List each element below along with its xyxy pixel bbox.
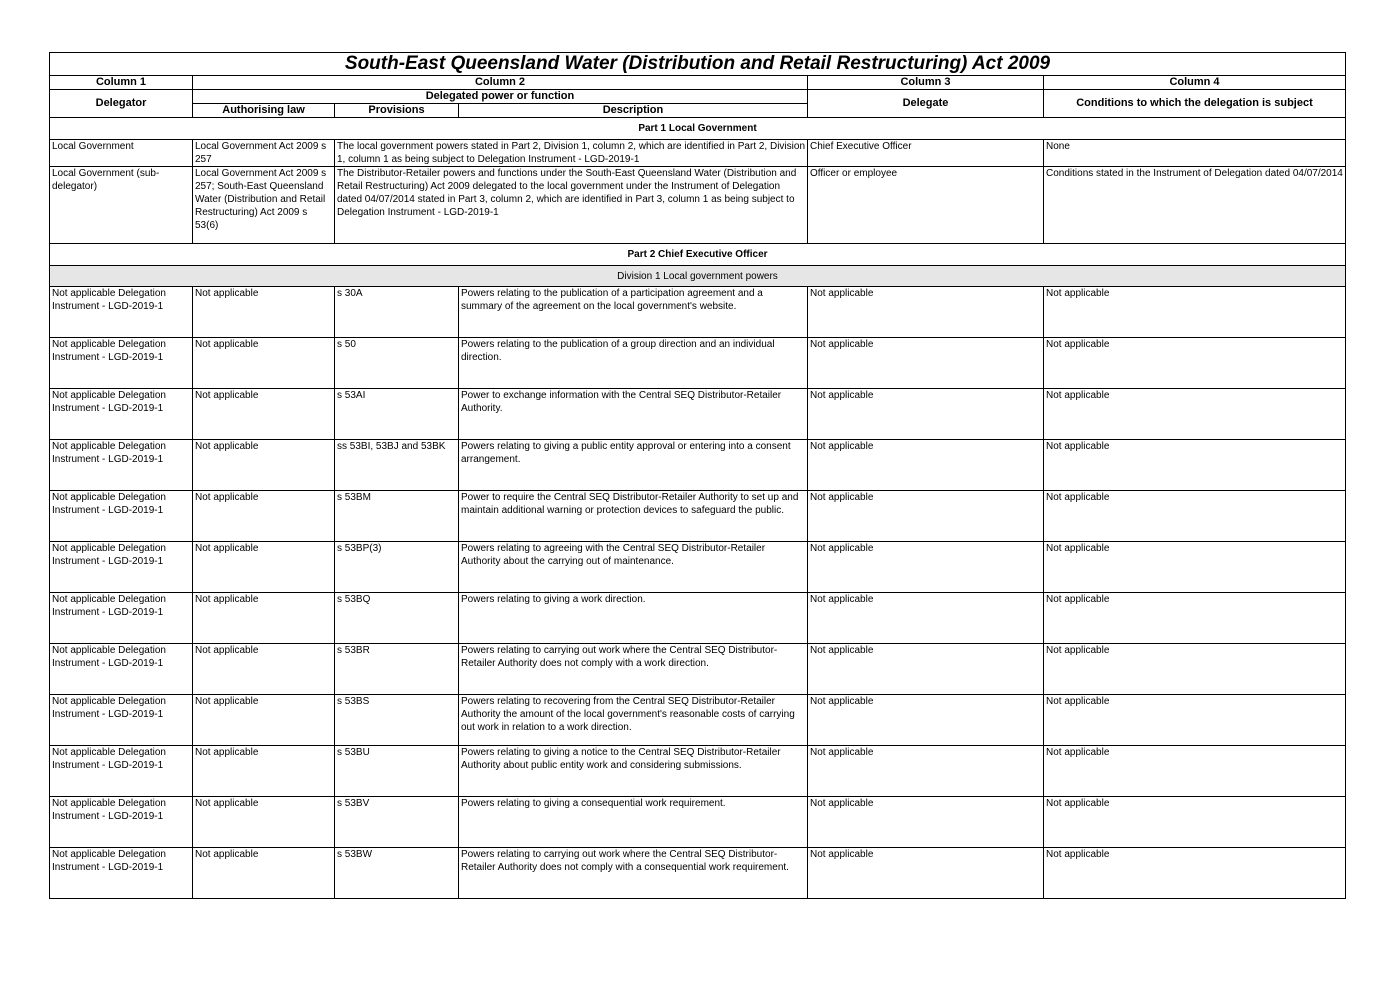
conditions-cell: Conditions stated in the Instrument of Delegation dated 04/07/2014	[1044, 167, 1346, 244]
authorising-law-cell: Not applicable	[193, 797, 335, 848]
table-row	[50, 389, 1346, 440]
provisions-cell: s 53BR	[335, 644, 459, 695]
delegator-cell: Not applicable Delegation Instrument - LGD-2019-1	[50, 593, 193, 644]
delegate-cell: Not applicable	[808, 389, 1044, 440]
table-row	[50, 440, 1346, 491]
provisions-header: Provisions	[335, 104, 459, 118]
delegator-cell: Not applicable Delegation Instrument - LGD-2019-1	[50, 746, 193, 797]
provisions-cell: s 53BW	[335, 848, 459, 899]
authorising-law-header: Authorising law	[193, 104, 335, 118]
delegate-cell: Not applicable	[808, 644, 1044, 695]
description-cell: Powers relating to the publication of a participation agreement and a summary of the agreement on the local government's website.	[459, 287, 808, 338]
column-4-header: Column 4	[1044, 76, 1346, 90]
authorising-law-cell: Not applicable	[193, 338, 335, 389]
provisions-cell: s 53BQ	[335, 593, 459, 644]
delegator-cell: Not applicable Delegation Instrument - LGD-2019-1	[50, 797, 193, 848]
table-row	[50, 746, 1346, 797]
conditions-header: Conditions to which the delegation is subject	[1044, 90, 1346, 118]
authorising-law-cell: Not applicable	[193, 746, 335, 797]
conditions-cell: Not applicable	[1044, 491, 1346, 542]
delegator-cell: Not applicable Delegation Instrument - LGD-2019-1	[50, 695, 193, 746]
delegate-cell: Not applicable	[808, 695, 1044, 746]
delegator-cell: Local Government	[50, 140, 193, 167]
authorising-law-cell: Not applicable	[193, 491, 335, 542]
authorising-law-cell: Local Government Act 2009 s 257	[193, 140, 335, 167]
delegator-cell: Not applicable Delegation Instrument - LGD-2019-1	[50, 542, 193, 593]
delegate-cell: Not applicable	[808, 287, 1044, 338]
table-row	[50, 287, 1346, 338]
provisions-cell: s 53BM	[335, 491, 459, 542]
column-2-header: Column 2	[193, 76, 808, 90]
delegated-power-header: Delegated power or function	[193, 90, 808, 104]
delegator-cell: Not applicable Delegation Instrument - LGD-2019-1	[50, 644, 193, 695]
table-row	[50, 593, 1346, 644]
description-cell: The local government powers stated in Part 2, Division 1, column 2, which are identified in Part 2, Division 1, column 1 as being subject to Delegation Instrument - LGD-2019-1	[335, 140, 808, 167]
delegate-cell: Not applicable	[808, 338, 1044, 389]
column-1-header: Column 1	[50, 76, 193, 90]
provisions-cell: ss 53BI, 53BJ and 53BK	[335, 440, 459, 491]
column-3-header: Column 3	[808, 76, 1044, 90]
delegate-cell: Officer or employee	[808, 167, 1044, 244]
authorising-law-cell: Not applicable	[193, 848, 335, 899]
conditions-cell: Not applicable	[1044, 389, 1346, 440]
description-header: Description	[459, 104, 808, 118]
description-cell: Powers relating to giving a notice to the Central SEQ Distributor-Retailer Authority about public entity work and considering submissions.	[459, 746, 808, 797]
table-row	[50, 848, 1346, 899]
description-cell: Powers relating to recovering from the Central SEQ Distributor-Retailer Authority the amount of the local government's reasonable costs of carrying out work in relation to a work direction.	[459, 695, 808, 746]
part-1-heading: Part 1 Local Government	[50, 118, 1346, 140]
delegator-cell: Not applicable Delegation Instrument - LGD-2019-1	[50, 440, 193, 491]
delegator-cell: Local Government (sub-delegator)	[50, 167, 193, 244]
conditions-cell: Not applicable	[1044, 593, 1346, 644]
description-cell: Power to exchange information with the Central SEQ Distributor-Retailer Authority.	[459, 389, 808, 440]
conditions-cell: Not applicable	[1044, 644, 1346, 695]
authorising-law-cell: Not applicable	[193, 593, 335, 644]
conditions-cell: Not applicable	[1044, 695, 1346, 746]
authorising-law-cell: Not applicable	[193, 644, 335, 695]
conditions-cell: Not applicable	[1044, 440, 1346, 491]
conditions-cell: Not applicable	[1044, 797, 1346, 848]
delegate-cell: Not applicable	[808, 746, 1044, 797]
conditions-cell: None	[1044, 140, 1346, 167]
description-cell: Powers relating to carrying out work where the Central SEQ Distributor-Retailer Authority does not comply with a consequential work requirement.	[459, 848, 808, 899]
provisions-cell: s 53AI	[335, 389, 459, 440]
delegator-cell: Not applicable Delegation Instrument - LGD-2019-1	[50, 491, 193, 542]
provisions-cell: s 53BV	[335, 797, 459, 848]
authorising-law-cell: Local Government Act 2009 s 257; South-East Queensland Water (Distribution and Retail Restructuring) Act 2009 s 53(6)	[193, 167, 335, 244]
provisions-cell: s 53BU	[335, 746, 459, 797]
description-cell: The Distributor-Retailer powers and functions under the South-East Queensland Water (Distribution and Retail Restructuring) Act 2009 delegated to the local government under the Instrument of Delegation dated 04/07/2014 stated in Part 3, column 2, which are identified in Part 3, column 1 as being subject to Delegation Instrument - LGD-2019-1	[335, 167, 808, 244]
delegate-cell: Not applicable	[808, 542, 1044, 593]
description-cell: Powers relating to giving a work direction.	[459, 593, 808, 644]
delegator-cell: Not applicable Delegation Instrument - LGD-2019-1	[50, 389, 193, 440]
delegate-cell: Not applicable	[808, 593, 1044, 644]
division-1-heading: Division 1 Local government powers	[50, 266, 1346, 287]
description-cell: Powers relating to giving a consequential work requirement.	[459, 797, 808, 848]
provisions-cell: s 53BS	[335, 695, 459, 746]
description-cell: Powers relating to the publication of a group direction and an individual direction.	[459, 338, 808, 389]
table-row	[50, 695, 1346, 746]
delegator-cell: Not applicable Delegation Instrument - LGD-2019-1	[50, 848, 193, 899]
delegate-cell: Not applicable	[808, 797, 1044, 848]
document-title: South-East Queensland Water (Distribution and Retail Restructuring) Act 2009	[50, 53, 1346, 76]
description-cell: Power to require the Central SEQ Distributor-Retailer Authority to set up and maintain additional warning or protection devices to safeguard the public.	[459, 491, 808, 542]
delegator-cell: Not applicable Delegation Instrument - LGD-2019-1	[50, 338, 193, 389]
conditions-cell: Not applicable	[1044, 848, 1346, 899]
table-row	[50, 491, 1346, 542]
delegate-header: Delegate	[808, 90, 1044, 118]
conditions-cell: Not applicable	[1044, 338, 1346, 389]
delegation-table	[49, 52, 1346, 899]
delegator-header: Delegator	[50, 90, 193, 118]
description-cell: Powers relating to giving a public entity approval or entering into a consent arrangement.	[459, 440, 808, 491]
table-row	[50, 338, 1346, 389]
provisions-cell: s 30A	[335, 287, 459, 338]
table-row	[50, 167, 1346, 244]
table-row	[50, 140, 1346, 167]
authorising-law-cell: Not applicable	[193, 695, 335, 746]
authorising-law-cell: Not applicable	[193, 389, 335, 440]
delegate-cell: Chief Executive Officer	[808, 140, 1044, 167]
part-2-heading: Part 2 Chief Executive Officer	[50, 244, 1346, 266]
table-row	[50, 542, 1346, 593]
delegate-cell: Not applicable	[808, 440, 1044, 491]
table-row	[50, 644, 1346, 695]
delegator-cell: Not applicable Delegation Instrument - LGD-2019-1	[50, 287, 193, 338]
authorising-law-cell: Not applicable	[193, 440, 335, 491]
authorising-law-cell: Not applicable	[193, 542, 335, 593]
conditions-cell: Not applicable	[1044, 542, 1346, 593]
provisions-cell: s 50	[335, 338, 459, 389]
description-cell: Powers relating to agreeing with the Central SEQ Distributor-Retailer Authority about the carrying out of maintenance.	[459, 542, 808, 593]
delegate-cell: Not applicable	[808, 848, 1044, 899]
authorising-law-cell: Not applicable	[193, 287, 335, 338]
delegate-cell: Not applicable	[808, 491, 1044, 542]
provisions-cell: s 53BP(3)	[335, 542, 459, 593]
description-cell: Powers relating to carrying out work where the Central SEQ Distributor-Retailer Authority does not comply with a work direction.	[459, 644, 808, 695]
conditions-cell: Not applicable	[1044, 287, 1346, 338]
conditions-cell: Not applicable	[1044, 746, 1346, 797]
table-row	[50, 797, 1346, 848]
